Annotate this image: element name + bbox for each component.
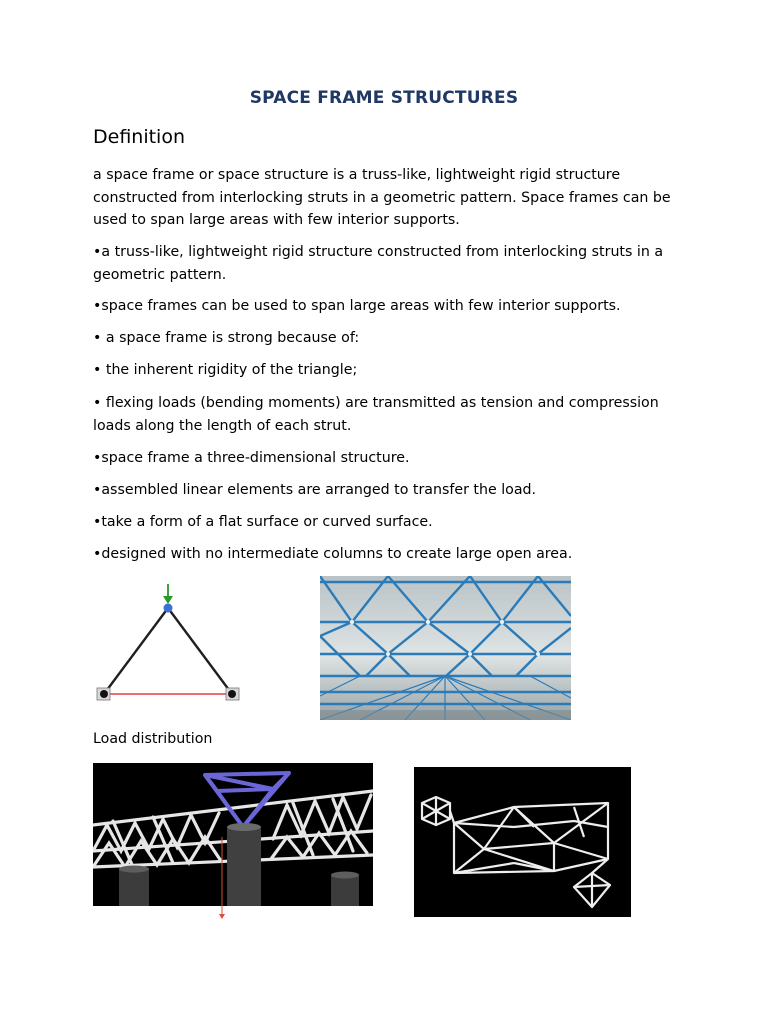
- load-path-arrow: [218, 906, 228, 920]
- tetrahedral-wireframe-render: [414, 767, 631, 917]
- truss-member-right: [168, 608, 232, 694]
- bullet-item: •assembled linear elements are arranged to transfer the load.: [93, 482, 537, 498]
- bullet-item: • a space frame is strong because of:: [93, 330, 360, 346]
- bullet-item: •designed with no intermediate columns to create large open area.: [93, 546, 573, 562]
- bullet-item: •space frame a three-dimensional structure.: [93, 450, 410, 466]
- load-arrow-head: [163, 596, 173, 604]
- apex-node: [164, 604, 173, 613]
- support-node-left: [100, 690, 108, 698]
- bullet-item: • the inherent rigidity of the triangle;: [93, 362, 358, 378]
- section-heading-definition: Definition: [93, 126, 186, 148]
- space-frame-column-render: [93, 763, 373, 906]
- support-node-right: [228, 690, 236, 698]
- space-frame-ceiling-photo: [320, 576, 571, 720]
- bullet-item: • flexing loads (bending moments) are transmitted as tension and compression loads along the length of each strut.: [93, 395, 659, 434]
- paragraph: a space frame or space structure is a truss-like, lightweight rigid structure constructed from interlocking struts in a geometric pattern. Space frames can be used to span large areas with few interior supports.: [93, 167, 671, 228]
- figure-caption: Load distribution: [93, 731, 213, 747]
- page-title: SPACE FRAME STRUCTURES: [249, 88, 519, 108]
- bullet-item: •take a form of a flat surface or curved surface.: [93, 514, 433, 530]
- bullet-item: •space frames can be used to span large areas with few interior supports.: [93, 298, 621, 314]
- bullet-item: •a truss-like, lightweight rigid structure constructed from interlocking struts in a geometric pattern.: [93, 244, 664, 283]
- triangle-truss-diagram: [93, 582, 245, 706]
- truss-member-left: [104, 608, 168, 694]
